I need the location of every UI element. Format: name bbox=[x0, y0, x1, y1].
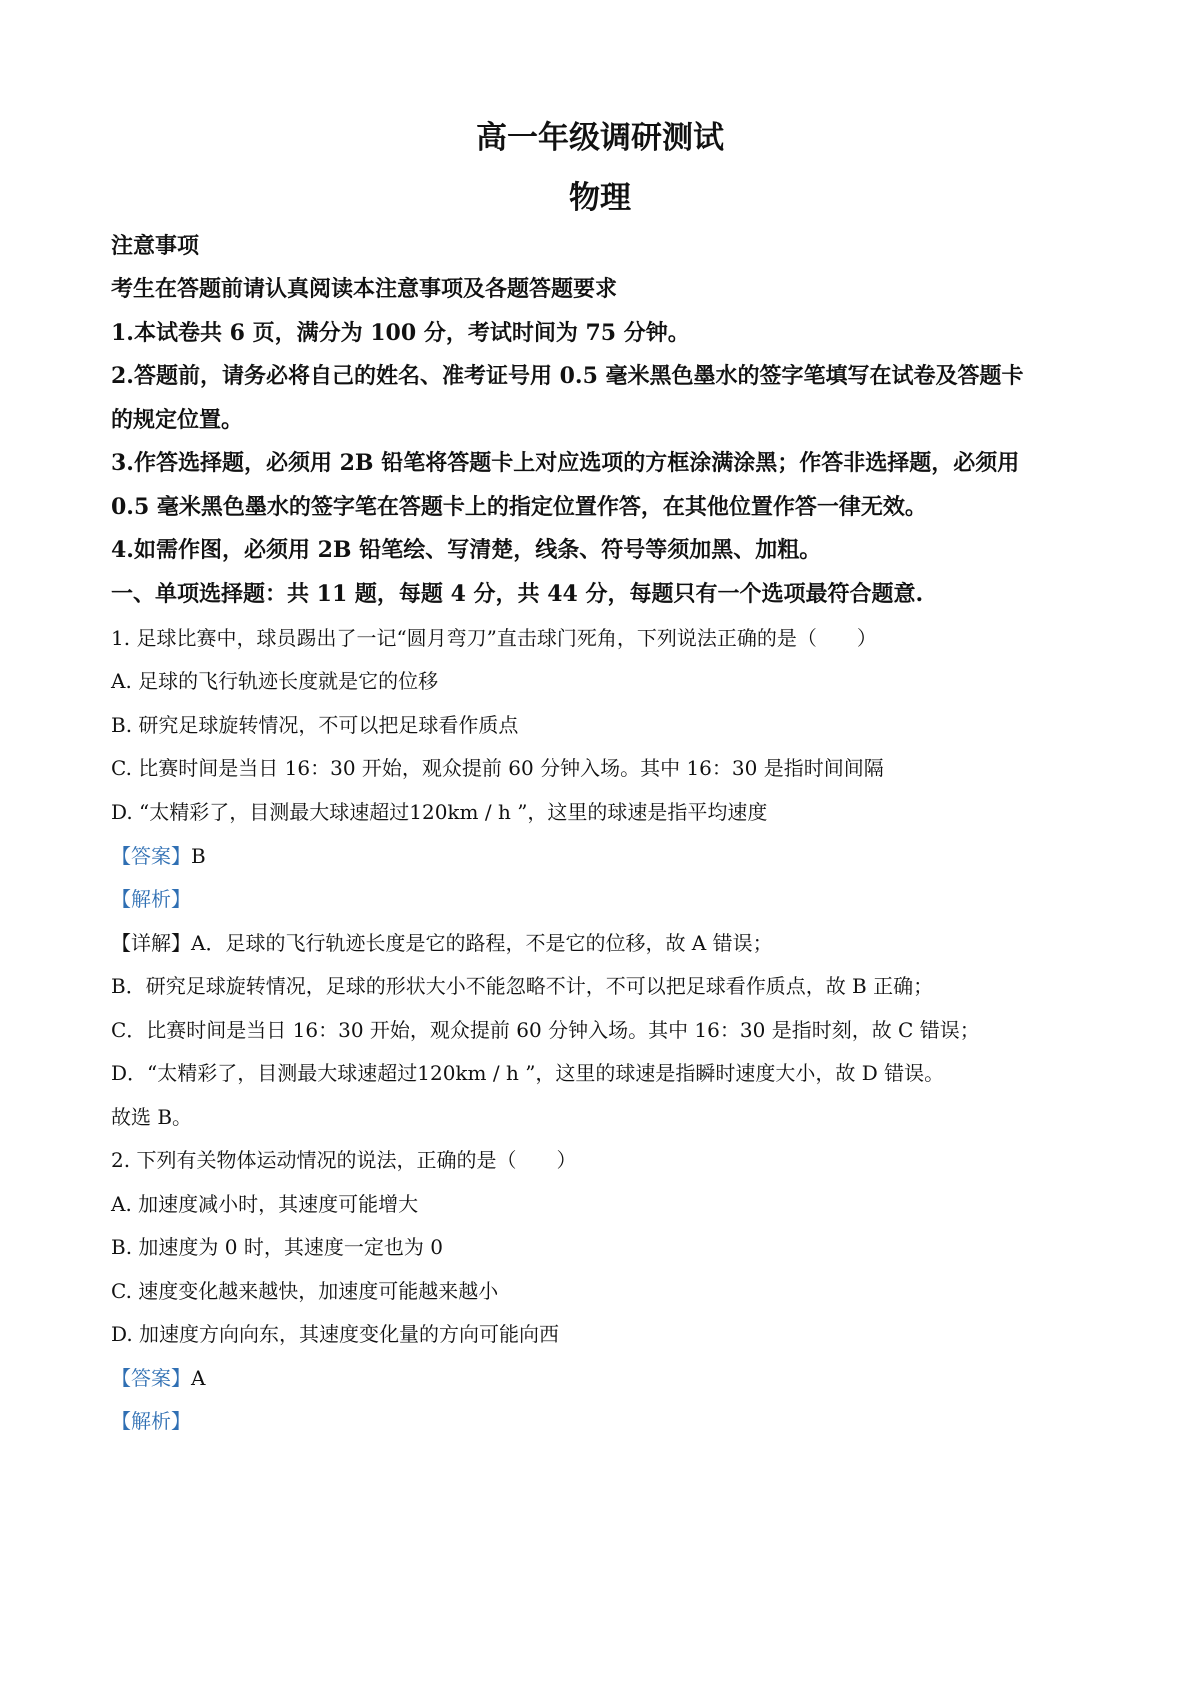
q2-option-c: C. 速度变化越来越快，加速度可能越来越小 bbox=[111, 1279, 499, 1303]
notice-heading: 注意事项 bbox=[111, 233, 200, 259]
notice-item-2b: 的规定位置。 bbox=[111, 407, 244, 433]
q2-option-d: D. 加速度方向向东，其速度变化量的方向可能向西 bbox=[111, 1322, 560, 1346]
answer-value: B bbox=[191, 844, 206, 868]
detail-tag: 【详解】 bbox=[111, 931, 191, 955]
answer-value: A bbox=[191, 1366, 206, 1390]
notice-item-3a: 3.作答选择题，必须用 2B 铅笔将答题卡上对应选项的方框涂满涂黑；作答非选择题，必须用 bbox=[111, 450, 1020, 476]
q2-stem: 2. 下列有关物体运动情况的说法，正确的是（ ） bbox=[111, 1148, 577, 1172]
q2-option-a: A. 加速度减小时，其速度可能增大 bbox=[111, 1192, 419, 1216]
detail-a-text: A．足球的飞行轨迹长度是它的路程，不是它的位移，故 A 错误； bbox=[191, 931, 773, 955]
q1-detail-c: C．比赛时间是当日 16：30 开始，观众提前 60 分钟入场。其中 16：30 是指时刻，故 C 错误； bbox=[111, 1018, 980, 1042]
answer-tag: 【答案】 bbox=[111, 1366, 191, 1390]
notice-item-4: 4.如需作图，必须用 2B 铅笔绘、写清楚，线条、符号等须加黑、加粗。 bbox=[111, 537, 822, 563]
exam-title: 高一年级调研测试 bbox=[476, 120, 724, 156]
q1-option-b: B. 研究足球旋转情况，不可以把足球看作质点 bbox=[111, 713, 519, 737]
answer-tag: 【答案】 bbox=[111, 844, 191, 868]
q1-detail-d: D．“太精彩了，目测最大球速超过120km / h ”，这里的球速是指瞬时速度大小，故 D 错误。 bbox=[111, 1061, 945, 1085]
notice-item-1: 1.本试卷共 6 页，满分为 100 分，考试时间为 75 分钟。 bbox=[111, 320, 690, 346]
notice-intro: 考生在答题前请认真阅读本注意事项及各题答题要求 bbox=[111, 276, 618, 302]
q1-option-a: A. 足球的飞行轨迹长度就是它的位移 bbox=[111, 669, 439, 693]
q2-analysis-tag: 【解析】 bbox=[111, 1409, 191, 1433]
q2-option-b: B. 加速度为 0 时，其速度一定也为 0 bbox=[111, 1235, 443, 1259]
q1-detail-a bbox=[111, 927, 773, 956]
notice-item-3b: 0.5 毫米黑色墨水的签字笔在答题卡上的指定位置作答，在其他位置作答一律无效。 bbox=[111, 494, 927, 520]
q1-analysis-tag: 【解析】 bbox=[111, 887, 191, 911]
q1-stem: 1. 足球比赛中，球员踢出了一记“圆月弯刀”直击球门死角，下列说法正确的是（ ） bbox=[111, 626, 877, 650]
notice-item-2a: 2.答题前，请务必将自己的姓名、准考证号用 0.5 毫米黑色墨水的签字笔填写在试卷及答题卡 bbox=[111, 363, 1024, 389]
q2-answer bbox=[111, 1362, 205, 1391]
q1-detail-b: B．研究足球旋转情况，足球的形状大小不能忽略不计，不可以把足球看作质点，故 B 正确； bbox=[111, 974, 934, 998]
exam-subject: 物理 bbox=[569, 180, 631, 216]
q1-conclusion: 故选 B。 bbox=[111, 1105, 193, 1129]
q1-option-c: C. 比赛时间是当日 16：30 开始，观众提前 60 分钟入场。其中 16：30 是指时间间隔 bbox=[111, 756, 884, 780]
q1-option-d: D. “太精彩了，目测最大球速超过120km / h ”，这里的球速是指平均速度 bbox=[111, 800, 768, 824]
q1-answer bbox=[111, 840, 206, 869]
section-heading: 一、单项选择题：共 11 题，每题 4 分，共 44 分，每题只有一个选项最符合题意. bbox=[111, 581, 924, 607]
